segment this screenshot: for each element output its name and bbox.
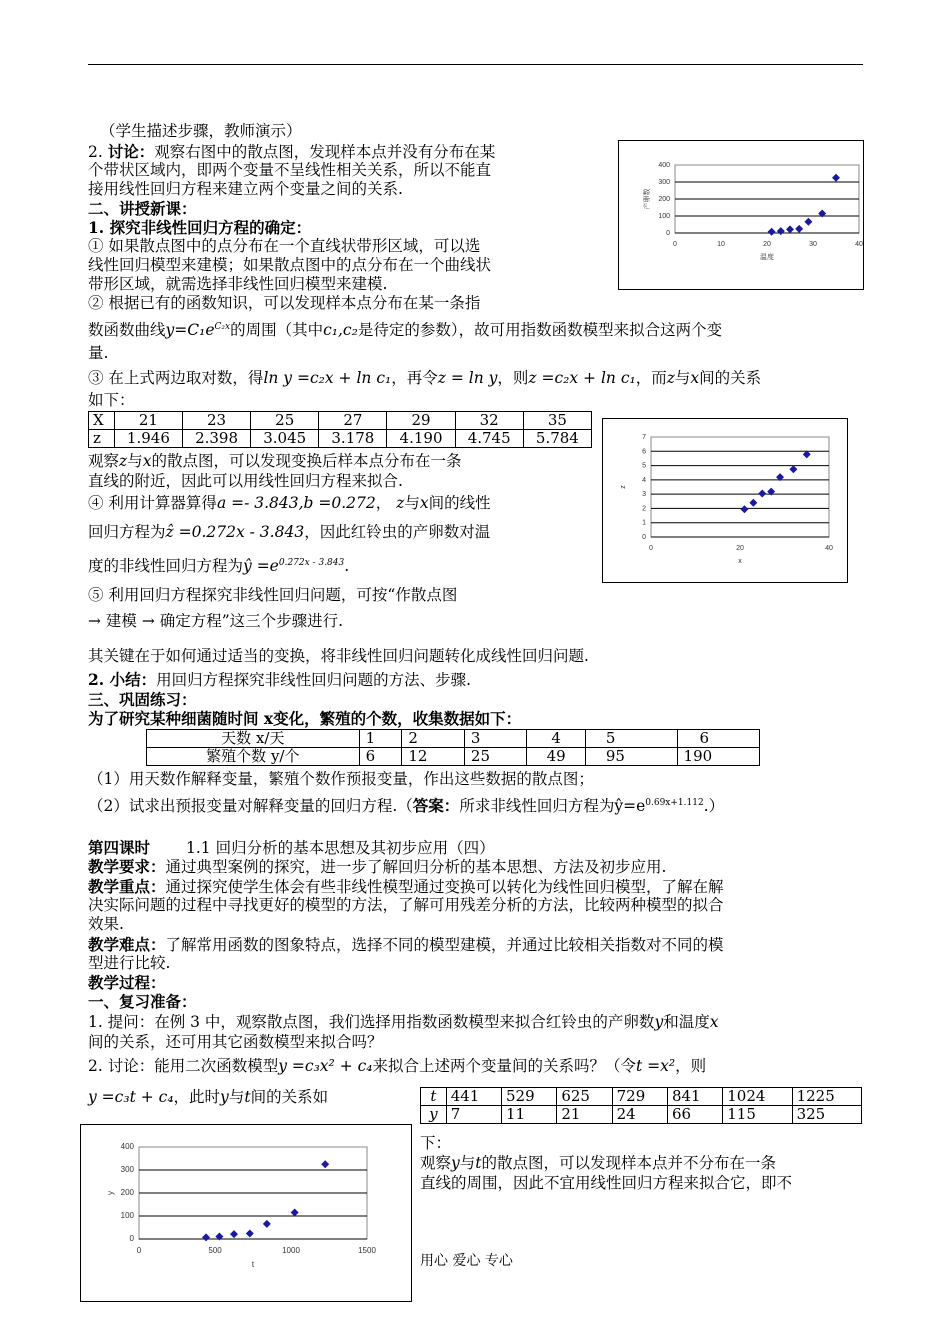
table-cell: 441 [446, 1088, 501, 1106]
point2-line-3: 量. [88, 344, 109, 362]
table-t-y [420, 1087, 862, 1124]
point1-line-1: ① 如果散点图中的点分布在一个直线状带形区域，可以选 [88, 237, 481, 255]
table-cell: 25 [464, 748, 527, 766]
table-row [147, 748, 760, 766]
table-cell: 3.045 [251, 430, 319, 448]
discussion-line-3: 接用线性回归方程来建立两个变量之间的关系. [88, 180, 403, 198]
review-q2-line-3: 下： [420, 1134, 452, 1152]
observe-y-t-line-2: 直线的周围，因此不宜用线性回归方程来拟合它，即不 [420, 1174, 793, 1192]
y-axis-label: y [106, 1191, 115, 1195]
x-tick-label: 20 [736, 545, 744, 552]
table-cell: 12 [402, 748, 465, 766]
table-cell: 1024 [723, 1088, 792, 1106]
y-tick-label: 7 [642, 434, 646, 441]
header-rule [88, 64, 863, 65]
table-cell: 729 [612, 1088, 667, 1106]
y-axis-label: z [620, 485, 627, 489]
plot-area [651, 437, 829, 537]
review-q1-line-2: 间的关系，还可用其它函数模型来拟合吗？ [88, 1033, 383, 1051]
table-row [147, 730, 760, 748]
point4-line-3: 度的非线性回归方程为ŷ $=e^{0.272x - 3.843}$. [88, 557, 350, 576]
chart-t-y [80, 1124, 412, 1302]
chart-svg [603, 419, 847, 582]
table-cell: 24 [612, 1106, 667, 1124]
table-cell: 6 [677, 730, 759, 748]
x-axis-label: t [251, 1260, 255, 1269]
table-cell: 5.784 [523, 430, 591, 448]
y-tick-label: 400 [658, 162, 670, 169]
teaching-difficulty-line-1: 教学难点：了解常用函数的图象特点，选择不同的模型建模，并通过比较相关指数对不同的模 [88, 935, 724, 954]
discussion-line-2: 个带状区域内，即两个变量不呈线性相关关系，所以不能直 [88, 161, 492, 179]
x-axis-label: x [738, 558, 742, 565]
x-tick-label: 500 [208, 1246, 222, 1255]
table-cell: 1.946 [114, 430, 182, 448]
review-heading: 一、复习准备： [88, 992, 197, 1011]
point5-line-1: ⑤ 利用回归方程探究非线性回归问题，可按“作散点图 [88, 586, 458, 604]
table-cell: 25 [251, 412, 319, 430]
chart-svg [619, 141, 863, 289]
point4-line-2: 回归方程为ẑ =0.272x - 3.843，因此红铃虫的产卵数对温 [88, 523, 491, 541]
x-tick-label: 0 [649, 545, 653, 552]
table-cell: 115 [723, 1106, 792, 1124]
y-tick-label: 0 [666, 230, 670, 237]
y-tick-label: 300 [120, 1165, 134, 1174]
table-cell: 21 [114, 412, 182, 430]
observe-y-t-line-1: 观察y与t的散点图，可以发现样本点并不分布在一条 [420, 1154, 777, 1172]
table-cell: 841 [667, 1088, 722, 1106]
table-x-z [88, 411, 592, 448]
point3-line-2: 如下： [88, 391, 135, 409]
y-tick-label: 0 [642, 534, 646, 541]
table-cell: 625 [557, 1088, 612, 1106]
table-cell: 3 [464, 730, 527, 748]
x-tick-label: 40 [855, 241, 863, 248]
table-cell: 21 [557, 1106, 612, 1124]
x-tick-label: 0 [136, 1246, 142, 1255]
point1-line-2: 线性回归模型来建模；如果散点图中的点分布在一个曲线状 [88, 256, 492, 274]
chart-x-z [602, 418, 848, 583]
table-cell: z [89, 430, 115, 448]
discussion-line-1: 2. 讨论：观察右图中的散点图，发现样本点并没有分布在某 [88, 142, 496, 161]
exercise-title: 为了研究某种细菌随时间 x变化，繁殖的个数，收集数据如下： [88, 709, 522, 728]
y-tick-label: 100 [120, 1211, 134, 1220]
table-cell: 1 [359, 730, 402, 748]
point3-line-1: ③ 在上式两边取对数，得ln y =c₂x + ln c₁，再令z = ln y，则z =c₂x + ln c₁，而z与x间的关系 [88, 369, 762, 387]
x-tick-label: 0 [673, 241, 677, 248]
x-tick-label: 40 [825, 545, 833, 552]
subheading-1: 1. 探究非线性回归方程的确定： [88, 218, 312, 237]
table-row [89, 412, 592, 430]
teaching-process: 教学过程： [88, 973, 166, 992]
y-axis-label: 产卵数 [644, 188, 651, 210]
table-cell: 2 [402, 730, 465, 748]
y-tick-label: 2 [642, 505, 646, 513]
x-tick-label: 10 [717, 241, 725, 248]
table-cell: 49 [527, 748, 585, 766]
table-row [421, 1088, 862, 1106]
table-cell: 66 [667, 1106, 722, 1124]
point2-line-1: ② 根据已有的函数知识，可以发现样本点分布在某一条指 [88, 294, 481, 312]
exercise-q2: （2）试求出预报变量对解释变量的回归方程.（答案：所求非线性回归方程为$ŷ=e^{0.69x+1.112}$.） [88, 796, 725, 816]
y-tick-label: 200 [120, 1188, 134, 1197]
key-line: 其关键在于如何通过适当的变换，将非线性回归问题转化成线性回归问题. [88, 647, 589, 665]
footer-slogan: 用心 爱心 专心 [420, 1253, 513, 1269]
point5-line-2: → 建模 → 确定方程”这三个步骤进行. [88, 612, 344, 630]
y-tick-label: 0 [129, 1234, 134, 1243]
table-cell: 2.398 [182, 430, 250, 448]
observe-line-1: 观察z与x的散点图，可以发现变换后样本点分布在一条 [88, 452, 462, 470]
x-axis-label: 温度 [760, 254, 774, 261]
y-tick-label: 4 [642, 476, 646, 484]
table-cell: 35 [523, 412, 591, 430]
y-tick-label: 100 [658, 213, 670, 220]
y-tick-label: 5 [642, 462, 646, 470]
teaching-key-line-1: 教学重点：通过探究使学生体会有些非线性模型通过变换可以转化为线性回归模型，了解在解 [88, 877, 724, 896]
table-cell: 95 [585, 748, 677, 766]
section-heading-2: 二、讲授新课： [88, 199, 197, 218]
x-tick-label: 1000 [282, 1246, 300, 1255]
x-tick-label: 30 [809, 241, 817, 248]
table-cell: 繁殖个数 y/个 [147, 748, 360, 766]
y-tick-label: 300 [658, 179, 670, 186]
table-cell: 529 [502, 1088, 557, 1106]
note-line: （学生描述步骤，教师演示） [100, 122, 302, 140]
table-cell: 27 [319, 412, 387, 430]
table-cell: 325 [792, 1106, 861, 1124]
x-tick-label: 1500 [358, 1246, 376, 1255]
point2-line-2: 数函数曲线$y=C_1e^{C_2x}$的周围（其中c₁,c₂是待定的参数），故可用指数函数模型来拟合这两个变 [88, 321, 723, 340]
table-cell: 190 [677, 748, 759, 766]
table-cell: 29 [387, 412, 455, 430]
chart-svg [81, 1125, 411, 1301]
table-cell: 32 [455, 412, 523, 430]
section-heading-3: 三、巩固练习： [88, 690, 197, 709]
point4-line-1: ④ 利用计算器算得a =- 3.843,b =0.272， z与x间的线性 [88, 494, 491, 512]
table-cell: 7 [446, 1106, 501, 1124]
table-cell: t [421, 1088, 447, 1106]
review-q1-line-1: 1. 提问：在例 3 中，观察散点图，我们选择用指数函数模型来拟合红铃虫的产卵数y和温度x [88, 1013, 719, 1031]
exercise-q1: （1）用天数作解释变量，繁殖个数作预报变量，作出这些数据的散点图； [88, 770, 594, 788]
y-tick-label: 200 [658, 196, 670, 203]
table-cell: X [89, 412, 115, 430]
table-row [421, 1106, 862, 1124]
review-q2-line-1: 2. 讨论：能用二次函数模型y =c₃x² + c₄来拟合上述两个变量间的关系吗？（令t =x²，则 [88, 1057, 707, 1075]
y-tick-label: 3 [642, 491, 646, 499]
chart-temp-eggs [618, 140, 864, 290]
teaching-requirements: 教学要求：通过典型案例的探究，进一步了解回归分析的基本思想、方法及初步应用. [88, 857, 667, 876]
review-q2-line-2: y =c₃t + c₄，此时y与t间的关系如 [88, 1088, 329, 1106]
table-cell: 23 [182, 412, 250, 430]
x-tick-label: 20 [763, 241, 771, 248]
teaching-difficulty-line-2: 型进行比较. [88, 954, 171, 972]
table-bacteria [146, 729, 760, 766]
table-cell: 4 [527, 730, 585, 748]
table-cell: 5 [585, 730, 677, 748]
table-cell: 11 [502, 1106, 557, 1124]
lesson4-title: 第四课时 1.1 回归分析的基本思想及其初步应用（四） [88, 838, 495, 857]
teaching-key-line-3: 效果. [88, 915, 124, 933]
summary-line: 2. 小结：用回归方程探究非线性回归问题的方法、步骤. [88, 670, 472, 689]
table-cell: y [421, 1106, 447, 1124]
point1-line-3: 带形区域，就需选择非线性回归模型来建模. [88, 275, 388, 293]
y-tick-label: 1 [642, 519, 646, 527]
table-cell: 3.178 [319, 430, 387, 448]
table-cell: 6 [359, 748, 402, 766]
y-tick-label: 400 [120, 1142, 134, 1151]
table-cell: 1225 [792, 1088, 861, 1106]
observe-line-2: 直线的附近，因此可以用线性回归方程来拟合. [88, 472, 403, 490]
table-cell: 4.190 [387, 430, 455, 448]
table-cell: 4.745 [455, 430, 523, 448]
teaching-key-line-2: 决实际问题的过程中寻找更好的模型的方法，了解可用残差分析的方法，比较两种模型的拟合 [88, 896, 724, 914]
table-row [89, 430, 592, 448]
y-tick-label: 6 [642, 448, 646, 456]
table-cell: 天数 x/天 [147, 730, 360, 748]
